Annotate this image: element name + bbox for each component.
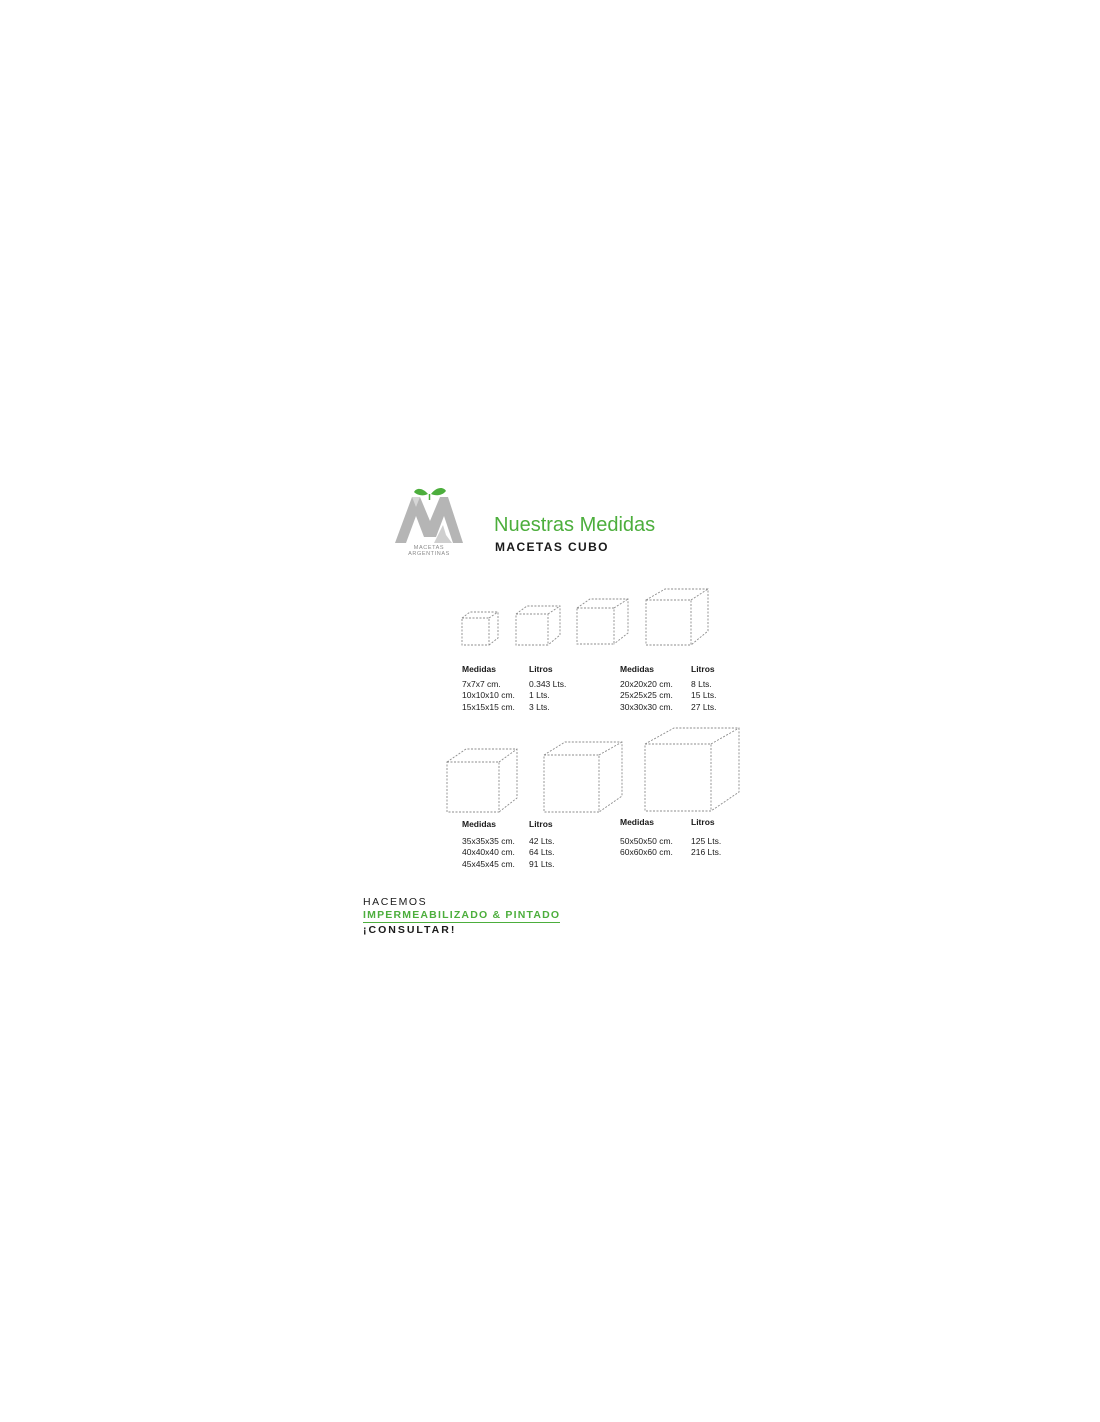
medida-item: 35x35x35 cm. — [462, 835, 515, 846]
litro-item: 15 Lts. — [691, 690, 717, 700]
cube-7-icon — [461, 611, 501, 647]
cube-10-icon — [515, 605, 563, 647]
logo-letters-icon — [395, 497, 463, 543]
medida-item: 25x25x25 cm. — [620, 690, 673, 700]
medida-item: 10x10x10 cm. — [462, 690, 515, 700]
litro-item: 42 Lts. — [529, 835, 555, 846]
litro-item: 27 Lts. — [691, 701, 717, 712]
litro-item: 91 Lts. — [529, 858, 555, 869]
litro-item: 0.343 Lts. — [529, 678, 567, 689]
medida-item: 30x30x30 cm. — [620, 701, 673, 712]
cube-60-icon — [644, 727, 741, 813]
leaf-right-icon — [431, 488, 446, 495]
leaf-left-icon — [414, 489, 428, 495]
cube-35-icon — [446, 748, 519, 814]
litros-header: Litros — [691, 817, 715, 827]
cube-15-icon — [576, 598, 631, 646]
footer-consultar: ¡CONSULTAR! — [363, 924, 457, 936]
footer-hacemos: HACEMOS — [363, 896, 428, 908]
table4-litros-column — [691, 817, 721, 859]
medida-item: 60x60x60 cm. — [620, 847, 673, 857]
table1-litros-column — [529, 664, 566, 713]
logo-caption: MACETAS ARGENTINAS — [408, 545, 450, 557]
table3-litros-column — [529, 819, 555, 870]
table2-litros-column — [691, 664, 717, 713]
litros-header: Litros — [529, 819, 553, 829]
litro-item: 64 Lts. — [529, 847, 555, 857]
litro-item: 3 Lts. — [529, 701, 550, 712]
footer-service: IMPERMEABILIZADO & PINTADO — [363, 909, 561, 921]
litros-header: Litros — [691, 664, 715, 674]
cube-20-icon — [645, 588, 711, 648]
medida-item: 15x15x15 cm. — [462, 701, 515, 712]
page-subtitle: MACETAS CUBO — [495, 540, 609, 554]
table3-medidas-column — [462, 819, 515, 870]
medidas-header: Medidas — [462, 664, 497, 674]
medida-item: 20x20x20 cm. — [620, 678, 673, 689]
table2-medidas-column — [620, 664, 673, 713]
table1-medidas-column — [462, 664, 515, 713]
litros-header: Litros — [529, 664, 553, 674]
medida-item: 40x40x40 cm. — [462, 847, 515, 857]
medida-item: 7x7x7 cm. — [462, 678, 501, 689]
litro-item: 8 Lts. — [691, 678, 712, 689]
medidas-header: Medidas — [620, 664, 655, 674]
medidas-header: Medidas — [620, 817, 655, 827]
medida-item: 50x50x50 cm. — [620, 835, 673, 846]
medidas-header: Medidas — [462, 819, 497, 829]
table4-medidas-column — [620, 817, 673, 859]
cube-45-icon — [543, 741, 624, 814]
medida-item: 45x45x45 cm. — [462, 858, 515, 869]
page-title: Nuestras Medidas — [494, 514, 656, 536]
litro-item: 125 Lts. — [691, 835, 722, 846]
litro-item: 1 Lts. — [529, 690, 550, 700]
litro-item: 216 Lts. — [691, 847, 722, 857]
